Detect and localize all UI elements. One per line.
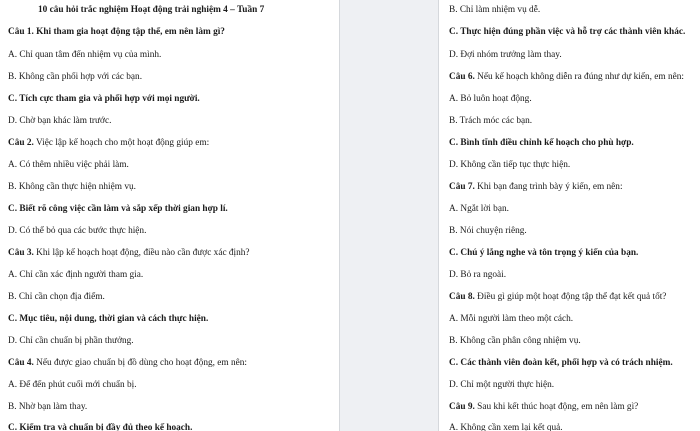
question-3 bbox=[8, 247, 250, 259]
question-1 bbox=[8, 26, 225, 38]
q2-option-b: B. Không cần thực hiện nhiệm vụ. bbox=[8, 182, 136, 192]
question-9 bbox=[449, 401, 638, 413]
question-6-label: Câu 6. bbox=[449, 72, 475, 82]
q6-option-d: D. Không cần tiếp tục thực hiện. bbox=[449, 160, 571, 170]
q7-option-c-correct: C. Chú ý lắng nghe và tôn trọng ý kiến của bạn. bbox=[449, 248, 639, 258]
question-8-label: Câu 8. bbox=[449, 292, 475, 302]
question-2 bbox=[8, 137, 209, 149]
q5-option-b: B. Chỉ làm nhiệm vụ dễ. bbox=[449, 5, 541, 15]
q4-option-b: B. Nhờ bạn làm thay. bbox=[8, 402, 88, 412]
document-title: 10 câu hỏi trắc nghiệm Hoạt động trải nghiệm 4 – Tuần 7 bbox=[38, 5, 265, 15]
q8-option-c-correct: C. Các thành viên đoàn kết, phối hợp và có trách nhiệm. bbox=[449, 358, 673, 368]
q4-option-a: A. Để đến phút cuối mới chuẩn bị. bbox=[8, 380, 137, 390]
q8-option-d: D. Chỉ một người thực hiện. bbox=[449, 380, 555, 390]
question-2-text: Việc lập kế hoạch cho một hoạt động giúp em: bbox=[33, 138, 210, 148]
question-9-label: Câu 9. bbox=[449, 402, 475, 412]
question-7-label: Câu 7. bbox=[449, 182, 475, 192]
q1-option-c-correct: C. Tích cực tham gia và phối hợp với mọi người. bbox=[8, 94, 200, 104]
question-8 bbox=[449, 291, 666, 303]
question-3-label: Câu 3. bbox=[8, 248, 34, 258]
q1-option-d: D. Chờ bạn khác làm trước. bbox=[8, 116, 112, 126]
q3-option-c-correct: C. Mục tiêu, nội dung, thời gian và cách thực hiện. bbox=[8, 314, 209, 324]
q2-option-d: D. Có thể bỏ qua các bước thực hiện. bbox=[8, 226, 147, 236]
q2-option-a: A. Có thêm nhiều việc phải làm. bbox=[8, 160, 129, 170]
q1-option-b: B. Không cần phối hợp với các bạn. bbox=[8, 72, 143, 82]
question-2-label: Câu 2. bbox=[8, 138, 34, 148]
question-4 bbox=[8, 357, 247, 369]
q8-option-a: A. Mỗi người làm theo một cách. bbox=[449, 314, 574, 324]
question-4-label: Câu 4. bbox=[8, 358, 34, 368]
question-1-text: Câu 1. Khi tham gia hoạt động tập thể, em nên làm gì? bbox=[8, 27, 225, 37]
q8-option-b: B. Không cần phân công nhiệm vụ. bbox=[449, 336, 581, 346]
question-7-text: Khi bạn đang trình bày ý kiến, em nên: bbox=[474, 182, 623, 192]
question-6 bbox=[449, 71, 684, 83]
q6-option-a: A. Bỏ luôn hoạt động. bbox=[449, 94, 532, 104]
q6-option-c-correct: C. Bình tĩnh điều chỉnh kế hoạch cho phù hợp. bbox=[449, 138, 634, 148]
right-document-page bbox=[438, 0, 700, 431]
q5-option-c-correct: C. Thực hiện đúng phần việc và hỗ trợ các thành viên khác. bbox=[449, 27, 686, 37]
q1-option-a: A. Chỉ quan tâm đến nhiệm vụ của mình. bbox=[8, 50, 162, 60]
q7-option-a: A. Ngắt lời bạn. bbox=[449, 204, 509, 214]
page-gap bbox=[341, 0, 437, 431]
q7-option-d: D. Bỏ ra ngoài. bbox=[449, 270, 507, 280]
left-document-page bbox=[0, 0, 340, 431]
question-9-text: Sau khi kết thúc hoạt động, em nên làm gì? bbox=[474, 402, 639, 412]
q9-option-a: A. Không cần xem lại kết quả. bbox=[449, 423, 563, 431]
q6-option-b: B. Trách móc các bạn. bbox=[449, 116, 533, 126]
question-3-text: Khi lập kế hoạch hoạt động, điều nào cần được xác định? bbox=[33, 248, 250, 258]
q2-option-c-correct: C. Biết rõ công việc cần làm và sắp xếp thời gian hợp lí. bbox=[8, 204, 228, 214]
q3-option-a: A. Chỉ cần xác định người tham gia. bbox=[8, 270, 144, 280]
q7-option-b: B. Nói chuyện riêng. bbox=[449, 226, 527, 236]
q5-option-d: D. Đợi nhóm trưởng làm thay. bbox=[449, 50, 562, 60]
question-8-text: Điều gì giúp một hoạt động tập thể đạt kết quả tốt? bbox=[474, 292, 667, 302]
question-7 bbox=[449, 181, 623, 193]
q3-option-b: B. Chỉ cần chọn địa điểm. bbox=[8, 292, 105, 302]
q4-option-c-correct: C. Kiểm tra và chuẩn bị đầy đủ theo kế hoạch. bbox=[8, 423, 193, 431]
q3-option-d: D. Chỉ cần chuẩn bị phần thưởng. bbox=[8, 336, 134, 346]
question-4-text: Nếu được giao chuẩn bị đồ dùng cho hoạt động, em nên: bbox=[33, 358, 247, 368]
question-6-text: Nếu kế hoạch không diễn ra đúng như dự kiến, em nên: bbox=[474, 72, 684, 82]
